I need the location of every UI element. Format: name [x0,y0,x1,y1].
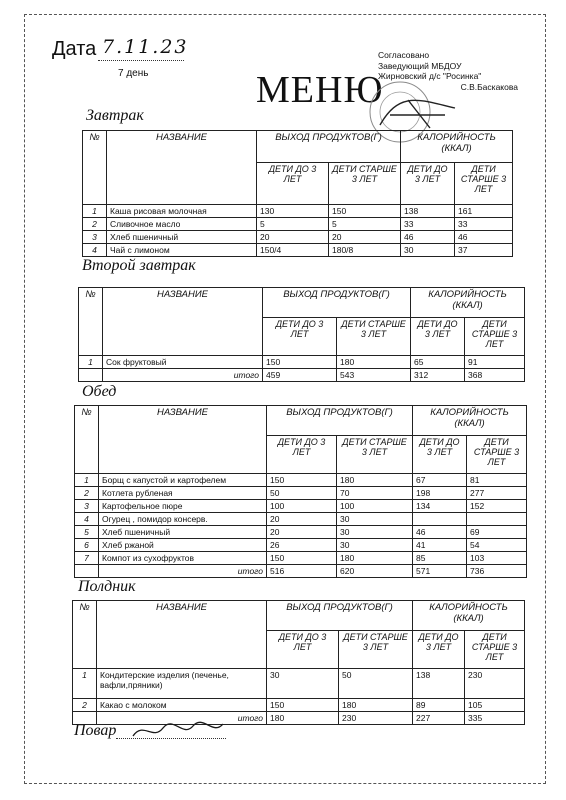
date-value: 7.11.23 [102,36,189,58]
col-over3: ДЕТИ СТАРШЕ 3 ЛЕТ [337,318,411,356]
table-row [73,669,525,699]
col-under3: ДЕТИ ДО 3 ЛЕТ [263,318,337,356]
output-under3: 150/4 [257,244,329,257]
output-under3: 20 [267,526,337,539]
row-number: 1 [79,356,103,369]
output-under3: 150 [267,699,339,712]
table-header-row [79,288,525,318]
total-output-over3: 620 [337,565,413,578]
output-under3: 5 [257,218,329,231]
table-row [79,356,525,369]
total-output-under3: 459 [263,369,337,382]
col-under3: ДЕТИ ДО 3 ЛЕТ [401,163,455,205]
row-number: 2 [75,487,99,500]
calories-under3: 33 [401,218,455,231]
date-label: Дата [52,38,97,60]
output-over3: 180 [337,356,411,369]
col-name: НАЗВАНИЕ [103,288,263,356]
row-number: 4 [83,244,107,257]
table-row [83,205,513,218]
col-num: № [75,406,99,474]
output-over3: 30 [337,526,413,539]
col-output: ВЫХОД ПРОДУКТОВ(Г) [267,406,413,436]
output-over3: 180 [339,699,413,712]
output-under3: 150 [267,474,337,487]
approval-block [378,50,538,92]
calories-under3: 134 [413,500,467,513]
col-under3: ДЕТИ ДО 3 ЛЕТ [411,318,465,356]
calories-under3: 138 [401,205,455,218]
row-number: 5 [75,526,99,539]
calories-over3: 277 [467,487,527,500]
dish-name: Сок фруктовый [103,356,263,369]
table-row [75,487,527,500]
table-row [75,513,527,526]
approval-line: Жирновский д/с "Росинка" [378,71,482,81]
output-under3: 26 [267,539,337,552]
calories-over3: 230 [465,669,525,699]
breakfast-table [82,130,513,257]
table-header-row [83,131,513,163]
output-under3: 150 [267,552,337,565]
table-row [83,218,513,231]
calories-over3: 161 [455,205,513,218]
col-under3: ДЕТИ ДО 3 ЛЕТ [267,631,339,669]
table-row [75,500,527,513]
table-row [83,231,513,244]
day-label: 7 день [118,68,149,79]
total-label: итого [99,565,267,578]
table-row [75,526,527,539]
total-calories-over3: 736 [467,565,527,578]
output-over3: 180 [337,552,413,565]
col-over3: ДЕТИ СТАРШЕ 3 ЛЕТ [465,318,525,356]
output-under3: 30 [267,669,339,699]
col-output: ВЫХОД ПРОДУКТОВ(Г) [257,131,401,163]
date-underline [98,60,184,61]
calories-over3: 46 [455,231,513,244]
total-row [79,369,525,382]
dish-name: Компот из сухофруктов [99,552,267,565]
table-row [73,699,525,712]
total-calories-under3: 571 [413,565,467,578]
output-over3: 150 [329,205,401,218]
col-under3: ДЕТИ ДО 3 ЛЕТ [267,436,337,474]
row-number: 6 [75,539,99,552]
calories-over3: 69 [467,526,527,539]
col-over3: ДЕТИ СТАРШЕ 3 ЛЕТ [329,163,401,205]
col-over3: ДЕТИ СТАРШЕ 3 ЛЕТ [467,436,527,474]
col-output: ВЫХОД ПРОДУКТОВ(Г) [267,601,413,631]
total-output-under3: 180 [267,712,339,725]
dish-name: Борщ с капустой и картофелем [99,474,267,487]
section-title-breakfast: Завтрак [86,107,144,124]
calories-under3: 67 [413,474,467,487]
dish-name: Сливочное масло [107,218,257,231]
table-row [75,474,527,487]
dish-name: Каша рисовая молочная [107,205,257,218]
section-title-afternoon-snack: Полдник [78,578,136,595]
calories-under3: 65 [411,356,465,369]
calories-over3: 33 [455,218,513,231]
col-under3: ДЕТИ ДО 3 ЛЕТ [413,631,465,669]
output-over3: 100 [337,500,413,513]
dish-name: Хлеб пшеничный [107,231,257,244]
total-output-over3: 543 [337,369,411,382]
cook-signature-icon [128,716,228,744]
calories-under3: 30 [401,244,455,257]
lunch-table [74,405,527,578]
col-calories: КАЛОРИЙНОСТЬ (ККАЛ) [413,601,525,631]
table-row [75,539,527,552]
dish-name: Картофельное пюре [99,500,267,513]
col-calories: КАЛОРИЙНОСТЬ (ККАЛ) [411,288,525,318]
calories-over3: 152 [467,500,527,513]
approval-line: Согласовано [378,50,430,60]
output-under3: 20 [267,513,337,526]
col-name: НАЗВАНИЕ [97,601,267,669]
dish-name: Котлета рубленая [99,487,267,500]
calories-under3: 198 [413,487,467,500]
col-num: № [73,601,97,669]
col-num: № [79,288,103,356]
section-title-lunch: Обед [82,383,117,400]
col-under3: ДЕТИ ДО 3 ЛЕТ [257,163,329,205]
calories-under3: 85 [413,552,467,565]
output-under3: 100 [267,500,337,513]
total-calories-under3: 312 [411,369,465,382]
col-name: НАЗВАНИЕ [99,406,267,474]
table-header-row [73,601,525,631]
output-over3: 70 [337,487,413,500]
col-over3: ДЕТИ СТАРШЕ 3 ЛЕТ [455,163,513,205]
calories-under3: 41 [413,539,467,552]
dish-name: Какао с молоком [97,699,267,712]
output-over3: 20 [329,231,401,244]
total-output-over3: 230 [339,712,413,725]
calories-under3: 46 [413,526,467,539]
row-number: 2 [73,699,97,712]
menu-title: МЕНЮ [256,69,384,111]
output-over3: 180 [337,474,413,487]
calories-under3: 46 [401,231,455,244]
col-output: ВЫХОД ПРОДУКТОВ(Г) [263,288,411,318]
row-number: 3 [75,500,99,513]
col-over3: ДЕТИ СТАРШЕ 3 ЛЕТ [337,436,413,474]
col-calories: КАЛОРИЙНОСТЬ (ККАЛ) [413,406,527,436]
row-number: 3 [83,231,107,244]
calories-under3: 89 [413,699,465,712]
table-row [75,552,527,565]
output-over3: 30 [337,539,413,552]
approval-signatory: С.В.Баскакова [460,81,518,92]
col-calories: КАЛОРИЙНОСТЬ (ККАЛ) [401,131,513,163]
col-name: НАЗВАНИЕ [107,131,257,205]
total-calories-under3: 227 [413,712,465,725]
calories-over3: 81 [467,474,527,487]
output-under3: 130 [257,205,329,218]
col-over3: ДЕТИ СТАРШЕ 3 ЛЕТ [465,631,525,669]
dish-name: Хлеб ржаной [99,539,267,552]
col-num: № [83,131,107,205]
output-over3: 30 [337,513,413,526]
output-under3: 20 [257,231,329,244]
calories-over3: 91 [465,356,525,369]
row-number: 1 [75,474,99,487]
col-over3: ДЕТИ СТАРШЕ 3 ЛЕТ [339,631,413,669]
dish-name: Хлеб пшеничный [99,526,267,539]
calories-over3: 54 [467,539,527,552]
total-calories-over3: 335 [465,712,525,725]
row-number: 4 [75,513,99,526]
approval-line: Заведующий МБДОУ [378,60,462,71]
afternoon-snack-table [72,600,525,725]
total-label: итого [97,712,267,725]
dish-name: Чай с лимоном [107,244,257,257]
calories-over3: 105 [465,699,525,712]
calories-under3: 138 [413,669,465,699]
total-calories-over3: 368 [465,369,525,382]
output-over3: 180/8 [329,244,401,257]
dish-name: Кондитерские изделия (печенье, вафли,пряники) [97,669,267,699]
row-number: 7 [75,552,99,565]
total-output-under3: 516 [267,565,337,578]
row-number: 1 [83,205,107,218]
output-over3: 5 [329,218,401,231]
calories-over3: 37 [455,244,513,257]
second-breakfast-table [78,287,525,382]
calories-under3 [413,513,467,526]
table-row [83,244,513,257]
section-title-second-breakfast: Второй завтрак [82,257,196,274]
output-under3: 150 [263,356,337,369]
table-header-row [75,406,527,436]
cook-label: Повар [74,722,117,739]
dish-name: Огурец , помидор консерв. [99,513,267,526]
calories-over3 [467,513,527,526]
row-number: 2 [83,218,107,231]
col-under3: ДЕТИ ДО 3 ЛЕТ [413,436,467,474]
calories-over3: 103 [467,552,527,565]
output-under3: 50 [267,487,337,500]
row-number: 1 [73,669,97,699]
total-row [75,565,527,578]
total-label: итого [103,369,263,382]
output-over3: 50 [339,669,413,699]
